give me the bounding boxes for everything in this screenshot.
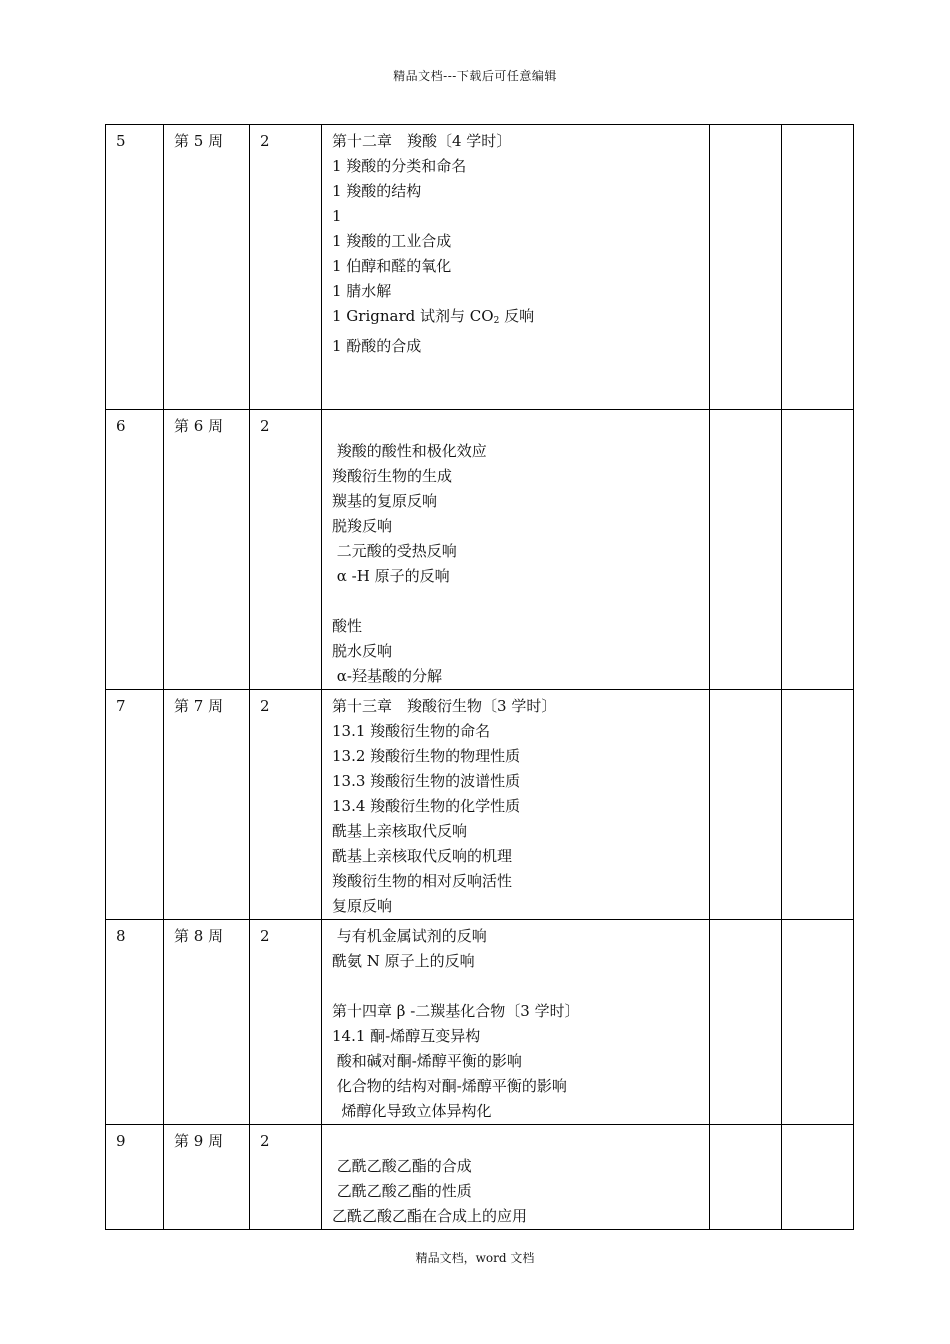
row-number-cell: 9 [106, 1125, 164, 1230]
empty-cell [782, 920, 854, 1125]
content-line: α-羟基酸的分解 [332, 667, 442, 685]
content-text: 1 Grignard 试剂与 CO [332, 307, 494, 325]
content-line: 烯醇化导致立体异构化 [332, 1102, 492, 1120]
week-cell: 第 9 周 [164, 1125, 250, 1230]
content-line: 化合物的结构对酮-烯醇平衡的影响 [332, 1077, 567, 1095]
content-line: 1 [332, 207, 342, 225]
hours-cell: 2 [250, 920, 322, 1125]
subscript: 2 [493, 316, 500, 326]
content-line: 二元酸的受热反响 [332, 542, 457, 560]
hours-cell: 2 [250, 1125, 322, 1230]
content-cell [322, 690, 710, 920]
content-line: 1 酚酸的合成 [332, 337, 422, 355]
schedule-row [106, 1125, 854, 1230]
content-cell [322, 920, 710, 1125]
empty-cell [710, 690, 782, 920]
content-line: 与有机金属试剂的反响 [332, 927, 487, 945]
content-line: 1 羧酸的分类和命名 [332, 157, 467, 175]
content-line: 酰基上亲核取代反响的机理 [332, 847, 513, 865]
empty-cell [710, 1125, 782, 1230]
row-number-cell: 6 [106, 410, 164, 690]
empty-cell [782, 410, 854, 690]
schedule-row [106, 690, 854, 920]
empty-cell [710, 125, 782, 410]
content-line [332, 414, 701, 439]
content-line: 14.1 酮-烯醇互变异构 [332, 1027, 481, 1045]
content-line: 复原反响 [332, 897, 393, 915]
empty-cell [782, 690, 854, 920]
content-line: 13.4 羧酸衍生物的化学性质 [332, 797, 521, 815]
course-schedule-table [105, 124, 854, 1230]
content-line: 乙酰乙酸乙酯的性质 [332, 1182, 472, 1200]
content-line [332, 589, 701, 614]
content-line: 13.3 羧酸衍生物的波谱性质 [332, 772, 521, 790]
page-header: 精品文档---下载后可任意编辑 [393, 69, 557, 83]
content-line: 1 伯醇和醛的氧化 [332, 257, 452, 275]
content-line: 13.1 羧酸衍生物的命名 [332, 722, 491, 740]
content-cell [322, 125, 710, 410]
content-line: α -H 原子的反响 [332, 567, 450, 585]
week-cell: 第 7 周 [164, 690, 250, 920]
content-cell [322, 410, 710, 690]
content-text: 反响 [499, 307, 535, 325]
content-line: 1 羧酸的工业合成 [332, 232, 452, 250]
row-number-cell: 7 [106, 690, 164, 920]
content-line [332, 359, 701, 384]
content-line: 1 羧酸的结构 [332, 182, 422, 200]
content-line: 脱水反响 [332, 642, 393, 660]
schedule-row [106, 920, 854, 1125]
hours-cell: 2 [250, 410, 322, 690]
empty-cell [782, 125, 854, 410]
empty-cell [710, 920, 782, 1125]
content-line: 13.2 羧酸衍生物的物理性质 [332, 747, 521, 765]
content-line [332, 384, 701, 409]
schedule-row [106, 410, 854, 690]
content-line: 酸和碱对酮-烯醇平衡的影响 [332, 1052, 522, 1070]
week-cell: 第 6 周 [164, 410, 250, 690]
schedule-body [106, 125, 854, 1230]
hours-cell: 2 [250, 690, 322, 920]
week-cell: 第 5 周 [164, 125, 250, 410]
hours-cell: 2 [250, 125, 322, 410]
content-line: 乙酰乙酸乙酯的合成 [332, 1157, 472, 1175]
schedule-row [106, 125, 854, 410]
content-line: 酸性 [332, 617, 363, 635]
content-line: 羧酸的酸性和极化效应 [332, 442, 487, 460]
content-line: 乙酰乙酸乙酯在合成上的应用 [332, 1207, 528, 1225]
empty-cell [710, 410, 782, 690]
empty-cell [782, 1125, 854, 1230]
content-line: 酰氨 N 原子上的反响 [332, 952, 475, 970]
content-line [332, 1129, 701, 1154]
week-cell: 第 8 周 [164, 920, 250, 1125]
content-line: 脱羧反响 [332, 517, 393, 535]
content-line: 第十四章 β -二羰基化合物〔3 学时〕 [332, 1002, 580, 1020]
content-line [332, 304, 701, 334]
content-line: 羰基的复原反响 [332, 492, 438, 510]
content-line: 酰基上亲核取代反响 [332, 822, 468, 840]
content-line: 羧酸衍生物的生成 [332, 467, 453, 485]
content-line [332, 974, 701, 999]
content-line: 1 腈水解 [332, 282, 392, 300]
content-line: 第十三章 羧酸衍生物〔3 学时〕 [332, 697, 557, 715]
row-number-cell: 8 [106, 920, 164, 1125]
content-line: 第十二章 羧酸〔4 学时〕 [332, 132, 512, 150]
row-number-cell: 5 [106, 125, 164, 410]
content-cell [322, 1125, 710, 1230]
content-line: 羧酸衍生物的相对反响活性 [332, 872, 513, 890]
page-footer: 精品文档，word 文档 [415, 1251, 535, 1265]
